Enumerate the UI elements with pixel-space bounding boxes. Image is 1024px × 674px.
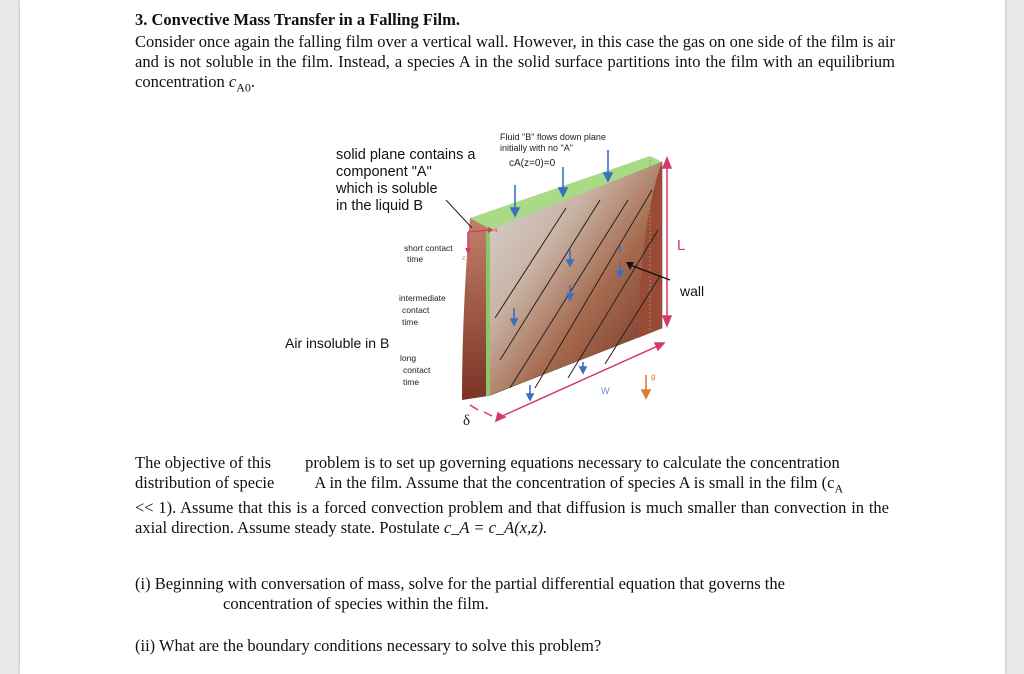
initial-concentration-label: cA(z=0)=0	[509, 158, 556, 169]
falling-film-diagram	[20, 0, 1005, 674]
question-1	[135, 574, 889, 614]
intro-symbol: c	[228, 72, 237, 91]
question-2: (ii) What are the boundary conditions necessary to solve this problem?	[135, 636, 602, 655]
problem-heading: 3. Convective Mass Transfer in a Falling Film.	[135, 10, 460, 29]
objective-line2a: distribution of specie	[135, 473, 275, 492]
solid-plane-label: solid plane contains a component "A" which is soluble in the liquid B	[336, 147, 476, 214]
intermediate-contact-label: intermediate contact time	[399, 293, 446, 327]
question-1-text: (i) Beginning with conversation of mass, solve for the partial differential equation that governs the	[135, 574, 785, 593]
objective-line2b: A in the film. Assume that the concentration of species A is small in the film (c	[314, 473, 835, 492]
wall-label: wall	[680, 283, 705, 299]
delta-arrows	[470, 405, 492, 416]
L-label: L	[677, 237, 686, 254]
objective-line1b: problem is to set up governing equations necessary to calculate the concentration	[305, 453, 840, 472]
W-label: W	[601, 386, 610, 396]
L-dimension-arrow	[663, 158, 671, 326]
film-left-side	[462, 218, 488, 400]
objective-line1a: The objective of this	[135, 453, 272, 472]
objective-subscript: A	[834, 481, 844, 496]
g-label: g	[651, 372, 656, 381]
solid-plane-edge	[486, 230, 490, 396]
document-page	[20, 0, 1005, 674]
film-face	[488, 162, 662, 396]
long-contact-label: long contact time	[400, 353, 431, 387]
question-1-continuation: concentration of species within the film.	[223, 594, 489, 613]
short-contact-label: short contact time	[404, 243, 453, 264]
intro-subscript: A0	[236, 80, 251, 95]
fluid-label: Fluid "B" flows down plane initially with no "A"	[500, 132, 606, 153]
x-axis-label: x	[494, 227, 498, 234]
solid-pointer-line	[446, 200, 472, 228]
gravity-arrow	[642, 375, 650, 398]
intro-period: .	[250, 72, 256, 91]
objective-line3: << 1). Assume that this is a forced convection problem and that diffusion is much smaller than convection in the axial direction. Assume steady state. Postulate	[135, 498, 889, 538]
air-label: Air insoluble in B	[285, 335, 390, 351]
intro-text: Consider once again the falling film over a vertical wall. However, in this case the gas on one side of the film is air and is not soluble in the film. Instead, a species A in the solid surface partitions into the film with an equilibrium concentration	[135, 32, 895, 91]
delta-label: δ	[463, 413, 471, 429]
postulate-expression: c_A = c_A(x,z).	[443, 518, 548, 538]
z-axis-label: z	[462, 255, 466, 262]
objective-paragraph	[135, 453, 889, 538]
